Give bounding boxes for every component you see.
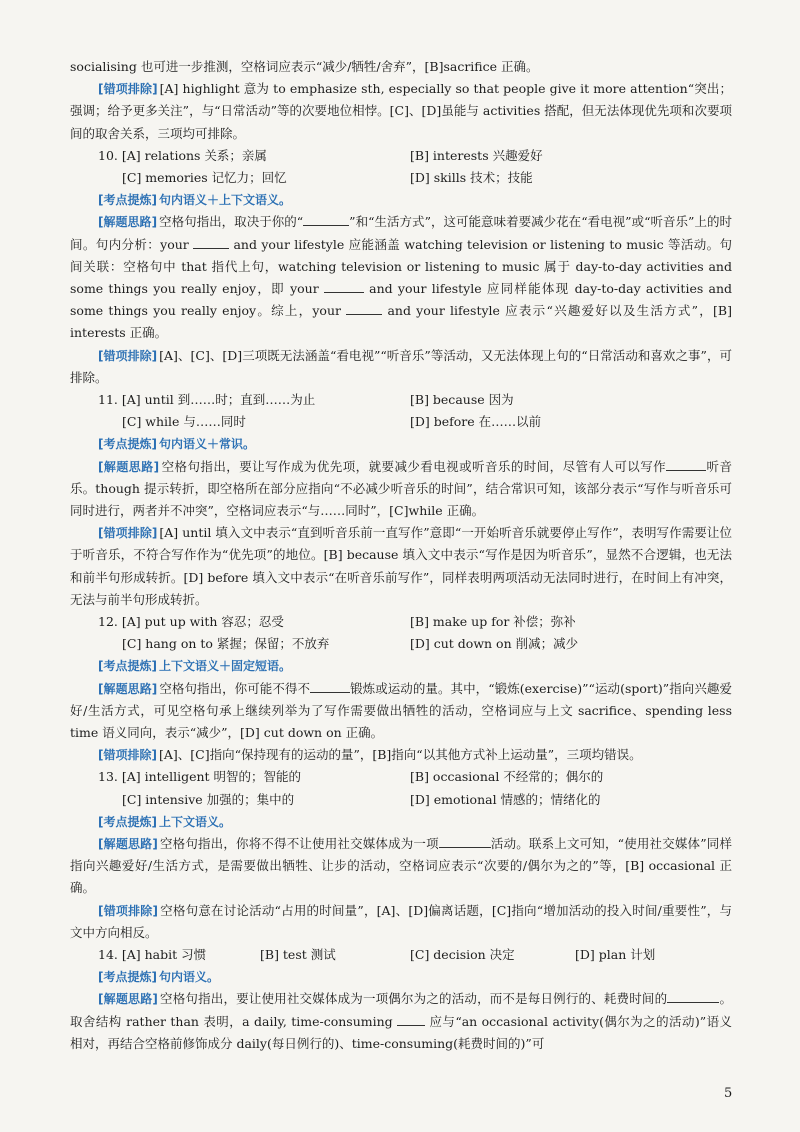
blank xyxy=(324,280,364,293)
options-q11-row1 xyxy=(70,389,732,411)
option-c: [C] decision 决定 xyxy=(410,947,515,962)
option-d: [D] cut down on 削减；减少 xyxy=(410,636,579,652)
idea-label: [解题思路] xyxy=(98,836,158,851)
error-analysis-9: [错项排除] [A] highlight 意为 to emphasize sth, especially so that people give it more attention“突出；强调；给予更多关注”，与“日常活动”等的次要地位相悖。[C]、[D]虽能与 activities 搭配，但无法体现优先项和次要项间的取舍关系，三项均可排除。 xyxy=(70,81,732,141)
page-content xyxy=(70,56,732,1055)
point-label: [考点提炼] xyxy=(98,970,157,985)
solution-12: [解题思路] 空格句指出，你可能不得不 锻炼或运动的量。其中，“锻炼(exercise)”“运动(sport)”指向兴趣爱好/生活方式，可见空格句承上继续列举为了写作需要做出牺牲的活动，空格词应与上文 sacrifice、spending less time 语义同向，表示“减少”，[D] cut down on 正确。 xyxy=(70,680,732,740)
option-a: 13. [A] intelligent 明智的；智能的 xyxy=(98,769,302,785)
option-c: [C] while 与……同时 xyxy=(122,414,246,430)
solution-10: [解题思路] 空格句指出，取决于你的“ ”和“生活方式”，这可能意味着要减少花在“看电视”或“听音乐”上的时间。句内分析：your and your lifestyle 应能涵盖 watching television or listening to music 等活动。句间关联：空格句中 that 指代上句，watching television or listening to music 属于 day-to-day activities and some things you really enjoy，即 your and your lifestyle 应同样能体现 day-to-day activities and some things you really enjoy。综上，your and your lifestyle 应表示“兴趣爱好以及生活方式”，[B] interests 正确。 xyxy=(70,214,732,341)
solution-13: [解题思路] 空格句指出，你将不得不让使用社交媒体成为一项 活动。联系上文可知，“使用社交媒体”同样指向兴趣爱好/生活方式，是需要做出牺牲、让步的活动，空格词应表示“次要的/偶尔为之的”等，[B] occasional 正确。 xyxy=(70,835,732,896)
option-b: [B] because 因为 xyxy=(410,392,514,408)
error-analysis-12: [错项排除] [A]、[C]指向“保持现有的运动的量”，[B]指向“以其他方式补上运动量”，三项均错误。 xyxy=(98,747,642,763)
options-q12-row2 xyxy=(70,633,732,655)
error-analysis-11: [错项排除] [A] until 填入文中表示“直到听音乐前一直写作”意即“一开始听音乐就要停止写作”，表明写作需要让位于听音乐，不符合写作作为“优先项”的地位。[B] because 填入文中表示“写作是因为听音乐”，显然不合逻辑，也无法和前半句形成转折。[D] before 填入文中表示“在听音乐前写作”，同样表明两项活动无法同时进行，在时间上有冲突，无法与前半句形成转折。 xyxy=(70,525,732,607)
blank xyxy=(310,680,350,693)
blank xyxy=(666,458,706,471)
paragraph: socialising 也可进一步推测，空格词应表示“减少/牺牲/舍弃”，[B]sacrifice 正确。 xyxy=(70,59,539,74)
options-q11-row2 xyxy=(70,411,732,433)
blank xyxy=(193,236,229,249)
option-c: [C] memories 记忆力；回忆 xyxy=(122,170,287,185)
point-label: [考点提炼] xyxy=(98,193,157,208)
option-a: 10. [A] relations 关系；亲属 xyxy=(98,147,267,163)
options-q13-row2 xyxy=(70,789,732,811)
point-label: [考点提炼] xyxy=(98,437,157,452)
idea-label: [解题思路] xyxy=(98,215,158,230)
option-a: 12. [A] put up with 容忍；忍受 xyxy=(98,614,284,630)
key-point-12: [考点提炼] 上下文语义＋固定短语。 xyxy=(98,659,291,674)
option-d: [D] plan 计划 xyxy=(575,947,656,962)
key-point-14: [考点提炼] 句内语义。 xyxy=(98,970,219,985)
option-b: [B] test 测试 xyxy=(260,947,336,962)
error-label: [错项排除] xyxy=(98,748,157,763)
solution-11: [解题思路] 空格句指出，要让写作成为优先项，就要减少看电视或听音乐的时间，尽管有人可以写作 听音乐。though 提示转折，即空格所在部分应指向“不必减少听音乐的时间”，结合常识可知，该部分表示“写作与听音乐可同时进行，两者并不冲突”，空格词应表示“与……同时”，[C]while 正确。 xyxy=(70,458,732,518)
idea-label: [解题思路] xyxy=(98,459,160,474)
options-q10-row2 xyxy=(70,167,732,189)
error-analysis-13: [错项排除] 空格句意在讨论活动“占用的时间量”，[A]、[D]偏离话题，[C]指向“增加活动的投入时间/重要性”，与文中方向相反。 xyxy=(70,902,732,940)
error-label: [错项排除] xyxy=(98,348,158,363)
option-b: [B] make up for 补偿；弥补 xyxy=(410,614,576,630)
option-d: [D] before 在……以前 xyxy=(410,414,542,430)
options-q14 xyxy=(70,944,732,966)
option-a: 11. [A] until 到……时；直到……为止 xyxy=(98,392,316,408)
idea-label: [解题思路] xyxy=(98,681,158,696)
option-a: 14. [A] habit 习惯 xyxy=(98,947,207,962)
option-d: [D] skills 技术；技能 xyxy=(410,170,533,185)
page-number: 5 xyxy=(724,1086,733,1101)
blank xyxy=(439,835,491,848)
option-b: [B] interests 兴趣爱好 xyxy=(410,147,543,163)
options-q12-row1 xyxy=(70,611,732,633)
key-point-11: [考点提炼] 句内语义＋常识。 xyxy=(98,437,255,452)
option-d: [D] emotional 情感的；情绪化的 xyxy=(410,791,601,807)
error-label: [错项排除] xyxy=(98,526,158,541)
idea-label: [解题思路] xyxy=(98,992,158,1007)
error-label: [错项排除] xyxy=(98,82,158,97)
key-point-13: [考点提炼] 上下文语义。 xyxy=(98,814,231,829)
blank xyxy=(667,990,719,1003)
blank xyxy=(397,1013,425,1026)
options-q13-row1 xyxy=(70,766,732,788)
error-label: [错项排除] xyxy=(98,903,158,918)
option-c: [C] intensive 加强的；集中的 xyxy=(122,791,295,807)
blank xyxy=(346,302,382,315)
blank xyxy=(303,213,349,226)
options-q10-row1 xyxy=(70,145,732,167)
solution-14: [解题思路] 空格句指出，要让使用社交媒体成为一项偶尔为之的活动，而不是每日例行的、耗费时间的 。取舍结构 rather than 表明，a daily, time-consuming 应与“an occasional activity(偶尔为之的活动)”语义相对，再结合空格前修饰成分 daily(每日例行的)、time-consuming(耗费时间的)”可 xyxy=(70,991,732,1051)
option-b: [B] occasional 不经常的；偶尔的 xyxy=(410,769,604,785)
key-point-10: [考点提炼] 句内语义＋上下文语义。 xyxy=(98,193,291,208)
error-analysis-10: [错项排除] [A]、[C]、[D]三项既无法涵盖“看电视”“听音乐”等活动，又无法体现上句的“日常活动和喜欢之事”，可排除。 xyxy=(70,347,732,385)
option-c: [C] hang on to 紧握；保留；不放弃 xyxy=(122,636,330,652)
point-label: [考点提炼] xyxy=(98,814,157,829)
point-label: [考点提炼] xyxy=(98,659,157,674)
